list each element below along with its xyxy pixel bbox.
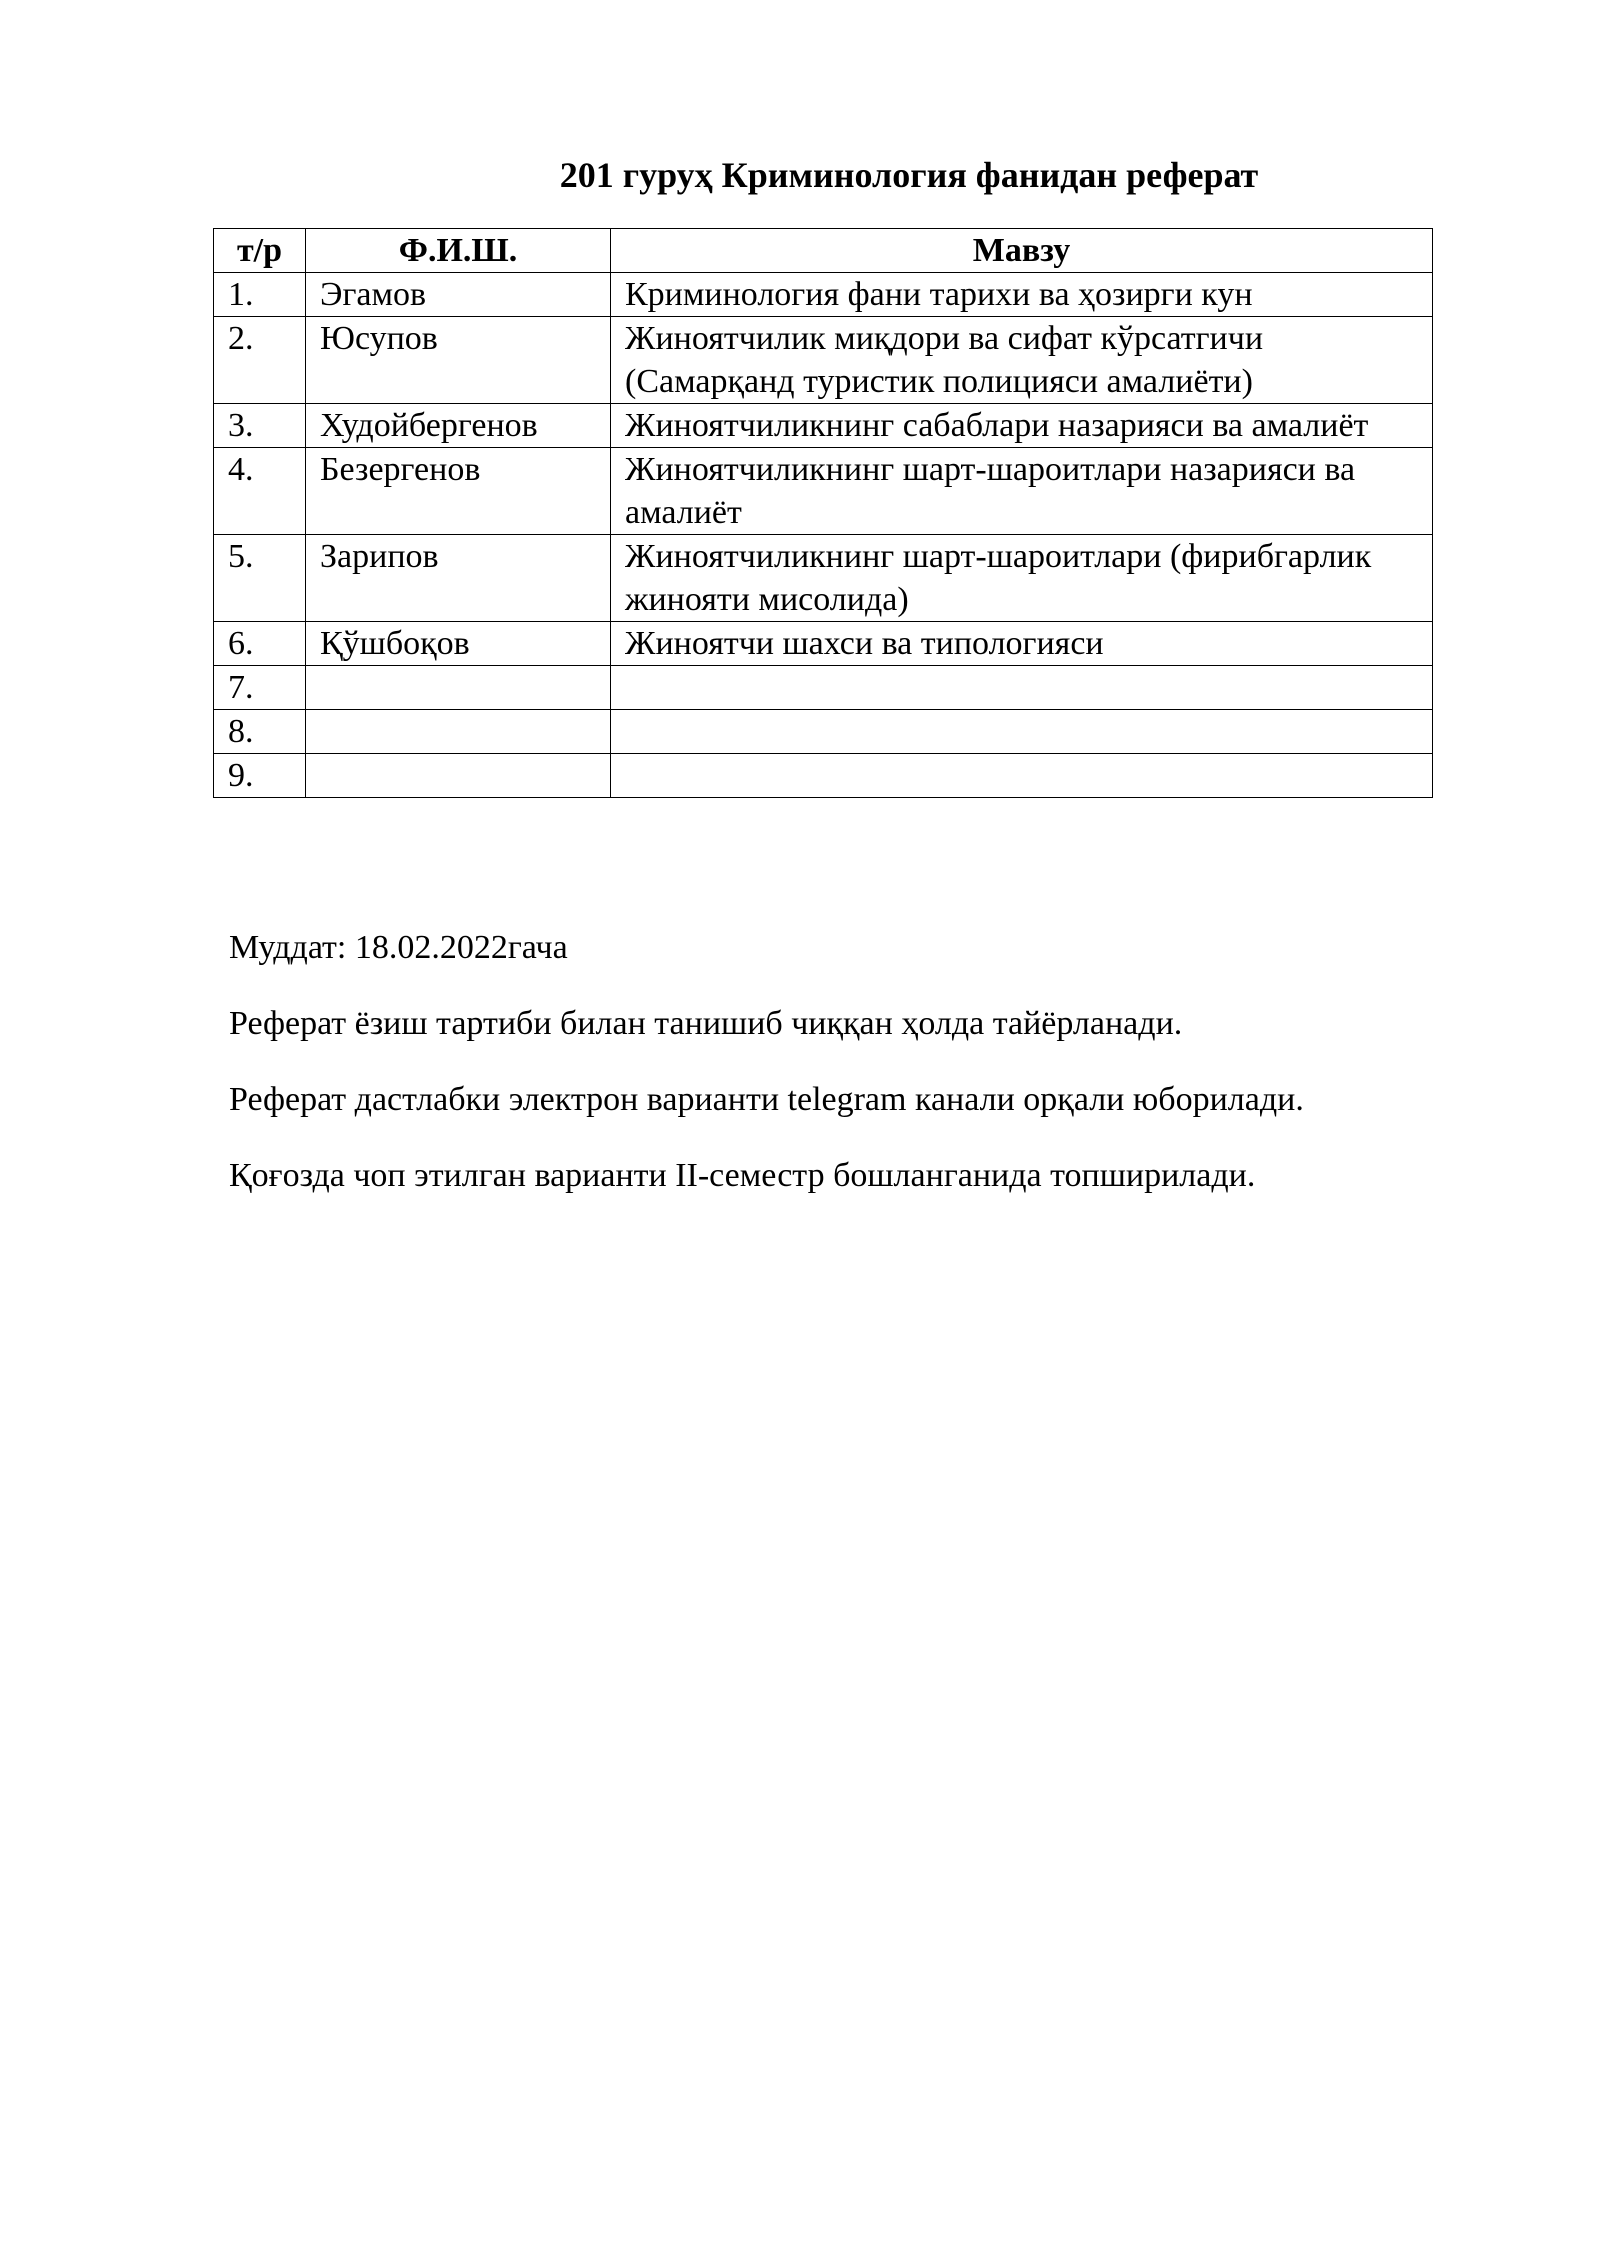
table-row — [214, 317, 1433, 404]
row-number: 3. — [214, 404, 306, 448]
row-number: 8. — [214, 710, 306, 754]
topic-text — [611, 754, 1433, 798]
header-number: т/р — [214, 229, 306, 273]
row-number: 2. — [214, 317, 306, 404]
topic-text: Жиноятчилик миқдори ва сифат кўрсатгичи (Самарқанд туристик полицияси амалиёти) — [611, 317, 1433, 404]
student-name — [306, 710, 611, 754]
notes-section — [229, 925, 1529, 1229]
table-row — [214, 710, 1433, 754]
student-name: Худойбергенов — [306, 404, 611, 448]
topic-text — [611, 710, 1433, 754]
topic-text: Жиноятчиликнинг шарт-шароитлари назарияси ва амалиёт — [611, 448, 1433, 535]
row-number: 1. — [214, 273, 306, 317]
table-row — [214, 666, 1433, 710]
table-row — [214, 273, 1433, 317]
topic-text: Жиноятчиликнинг сабаблари назарияси ва амалиёт — [611, 404, 1433, 448]
row-number: 9. — [214, 754, 306, 798]
table-row — [214, 754, 1433, 798]
row-number: 6. — [214, 622, 306, 666]
student-name: Безергенов — [306, 448, 611, 535]
table-row — [214, 404, 1433, 448]
student-name: Зарипов — [306, 535, 611, 622]
topic-text — [611, 666, 1433, 710]
table-row — [214, 622, 1433, 666]
student-name: Қўшбоқов — [306, 622, 611, 666]
row-number: 5. — [214, 535, 306, 622]
student-name: Эгамов — [306, 273, 611, 317]
header-topic: Мавзу — [611, 229, 1433, 273]
student-name — [306, 666, 611, 710]
header-full-name: Ф.И.Ш. — [306, 229, 611, 273]
submission-printed-note: Қоғозда чоп этилган варианти II-семестр бошланганида топширилади. — [229, 1157, 1256, 1194]
deadline-text: Муддат: 18.02.2022гача — [229, 929, 568, 966]
student-name — [306, 754, 611, 798]
row-number: 7. — [214, 666, 306, 710]
referat-table — [213, 228, 1433, 798]
submission-electronic-note: Реферат дастлабки электрон варианти telegram канали орқали юборилади. — [229, 1081, 1304, 1118]
student-name: Юсупов — [306, 317, 611, 404]
table-row — [214, 535, 1433, 622]
topic-text: Жиноятчи шахси ва типологияси — [611, 622, 1433, 666]
topic-text: Криминология фани тарихи ва ҳозирги кун — [611, 273, 1433, 317]
table-row — [214, 448, 1433, 535]
row-number: 4. — [214, 448, 306, 535]
preparation-note: Реферат ёзиш тартиби билан танишиб чиққан ҳолда тайёрланади. — [229, 1005, 1183, 1042]
table-header-row — [214, 229, 1433, 273]
topic-text: Жиноятчиликнинг шарт-шароитлари (фирибгарлик жинояти мисолида) — [611, 535, 1433, 622]
document-title: 201 гуруҳ Криминология фанидан реферат — [559, 155, 1259, 195]
